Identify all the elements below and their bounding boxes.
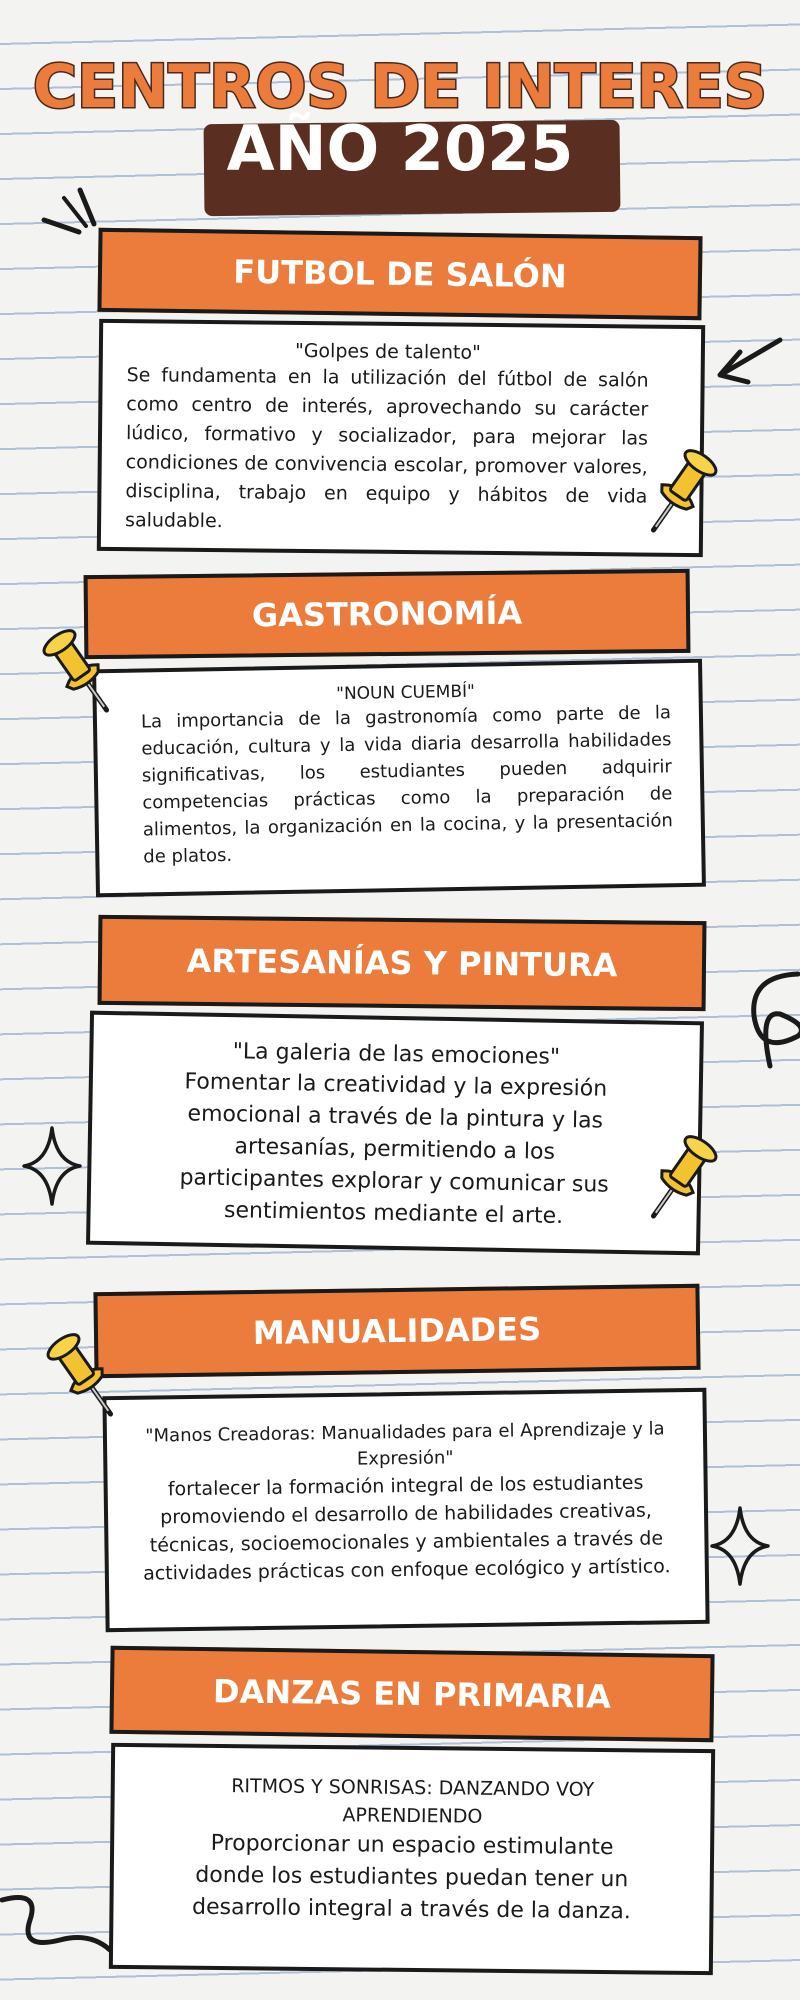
section-subtitle: RITMOS Y SONRISAS: DANZANDO VOY APRENDIENDO: [231, 1775, 595, 1828]
section-card-artesanias: [86, 1011, 704, 1256]
push-pin-icon: [30, 620, 120, 720]
push-pin-icon: [640, 1126, 730, 1226]
hand-drawn-arrow-icon: [710, 330, 790, 400]
section-heading-manualidades: MANUALIDADES: [93, 1284, 700, 1378]
section-body: Fomentar la creatividad y la expresión emocional a través de la pintura y las artesanías, permitiendo a los participantes explorar y comunicar sus sentimientos mediante el arte.: [179, 1069, 609, 1229]
squiggle-icon: [0, 1880, 120, 1970]
sparkle-icon: [20, 1124, 84, 1208]
page-year: AÑO 2025: [226, 112, 574, 185]
section-heading-artesanias: ARTESANÍAS Y PINTURA: [98, 915, 707, 1011]
section-heading-futbol: FUTBOL DE SALÓN: [97, 228, 702, 320]
section-card-manualidades: [102, 1388, 709, 1632]
page-title: CENTROS DE INTERES: [32, 52, 767, 122]
section-card-futbol: [97, 319, 705, 557]
section-body: Proporcionar un espacio estimulante donde los estudiantes puedan tener un desarrollo integral a través de la danza.: [191, 1830, 631, 1925]
section-body: fortalecer la formación integral de los estudiantes promoviendo el desarrollo de habilidades creativas, técnicas, socioemocionales y ambientales a través de actividades prácticas con enfoque ecológico y artístico.: [142, 1471, 671, 1585]
section-card-gastronomia: [92, 659, 706, 898]
swirl-icon: [740, 966, 800, 1096]
section-heading-danzas: DANZAS EN PRIMARIA: [109, 1646, 714, 1742]
push-pin-icon: [34, 1324, 124, 1424]
sparkle-icon: [708, 1504, 772, 1588]
section-heading-gastronomia: GASTRONOMÍA: [84, 569, 691, 659]
section-subtitle: "Golpes de talento": [294, 339, 481, 364]
section-card-danzas: [109, 1743, 715, 1975]
section-body: Se fundamenta en la utilización del fútbol de salón como centro de interés, aprovechando su carácter lúdico, formativo y socializador, para mejorar las condiciones de convivencia escolar, promover valores, disciplina, trabajo en equipo y hábitos de vida saludable.: [125, 364, 649, 533]
section-subtitle: "La galeria de las emociones": [232, 1039, 561, 1070]
section-subtitle: "Manos Creadoras: Manualidades para el Aprendizaje y la Expresión": [145, 1418, 665, 1470]
push-pin-icon: [640, 440, 730, 540]
section-subtitle: "NOUN CUEMBÍ": [335, 681, 476, 705]
section-body: La importancia de la gastronomía como parte de la educación, cultura y la vida diaria desarrolla habilidades significativas, los estudiantes pueden adquirir competencias prácticas como la preparación de alimentos, la organización en la cocina, y la presentación de platos.: [140, 702, 673, 868]
